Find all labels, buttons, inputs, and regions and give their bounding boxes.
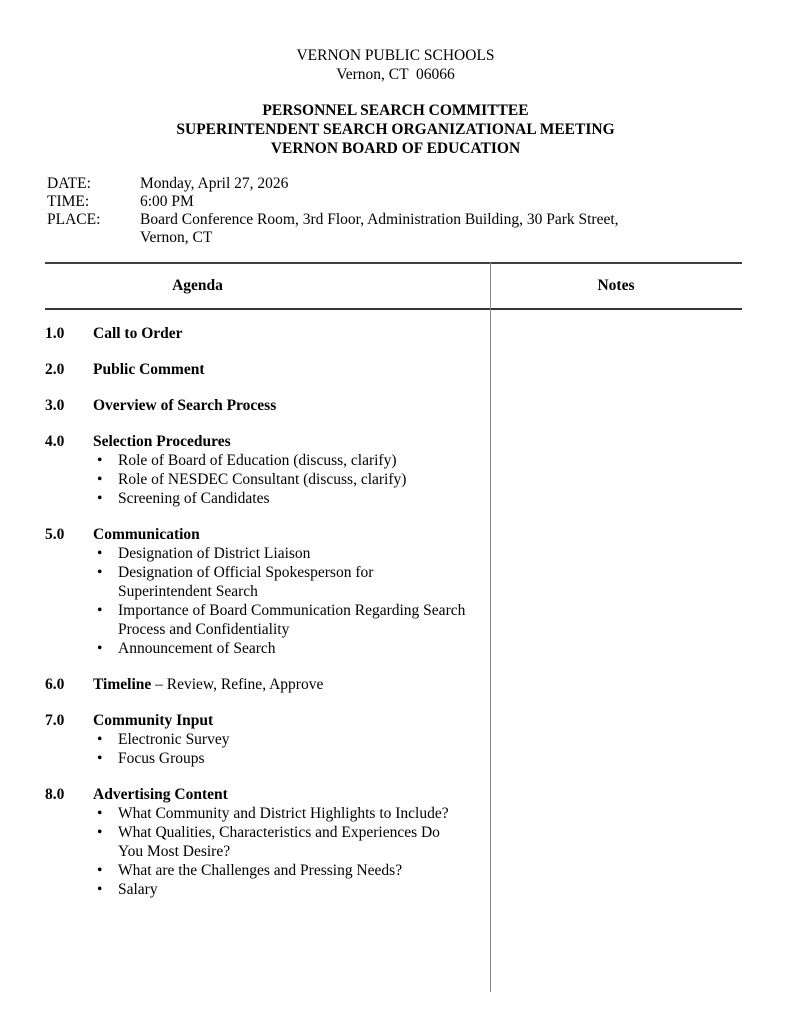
meeting-info-label: DATE: <box>47 175 91 192</box>
meeting-info-label: TIME: <box>47 193 90 210</box>
meeting-title: SUPERINTENDENT SEARCH ORGANIZATIONAL MEETING <box>176 121 615 138</box>
meeting-info-value <box>140 193 194 211</box>
agenda-item-content <box>93 785 468 899</box>
agenda-item-title: Communication <box>93 526 200 543</box>
agenda-item-bullets <box>93 451 468 508</box>
agenda-bullet-item: • Announcement of Search <box>93 639 468 658</box>
agenda-item-title: Call to Order <box>93 325 183 342</box>
notes-column-empty <box>490 310 742 990</box>
school-address: Vernon, CT 06066 <box>336 66 455 83</box>
agenda-list <box>45 310 490 990</box>
agenda-item-title-line <box>93 525 468 544</box>
meeting-info-value <box>140 175 288 193</box>
agenda-item-number: 7.0 <box>45 712 65 729</box>
agenda-item <box>45 360 468 379</box>
agenda-item-content <box>93 396 468 415</box>
agenda-item-title: Overview of Search Process <box>93 397 277 414</box>
agenda-item-title-line <box>93 324 468 343</box>
agenda-item-title: Selection Procedures <box>93 433 231 450</box>
agenda-item-number: 1.0 <box>45 325 65 342</box>
meeting-info-value-line: 6:00 PM <box>140 193 194 210</box>
agenda-item-number: 6.0 <box>45 676 65 693</box>
meeting-info-value-line: Board Conference Room, 3rd Floor, Administration Building, 30 Park Street, <box>140 211 619 228</box>
agenda-item <box>45 396 468 415</box>
meeting-info-label: PLACE: <box>47 211 101 228</box>
agenda-item-suffix: – Review, Refine, Approve <box>151 676 324 693</box>
agenda-item <box>45 324 468 343</box>
agenda-item-number: 4.0 <box>45 433 65 450</box>
agenda-item-title: Advertising Content <box>93 786 228 803</box>
agenda-item-number: 3.0 <box>45 397 65 414</box>
agenda-bullet-item: • Designation of District Liaison <box>93 544 468 563</box>
column-divider <box>490 262 491 992</box>
board-title: VERNON BOARD OF EDUCATION <box>270 140 521 157</box>
agenda-bullet-item: • Focus Groups <box>93 749 468 768</box>
agenda-notes-table <box>45 262 742 992</box>
table-body <box>45 310 742 990</box>
agenda-item-content <box>93 432 468 508</box>
agenda-item <box>45 432 468 508</box>
agenda-item-title-line <box>93 432 468 451</box>
agenda-bullet-item: • Designation of Official Spokesperson for Superintendent Search <box>93 563 468 601</box>
agenda-item-title-line <box>93 396 468 415</box>
meeting-info-row <box>47 193 791 211</box>
agenda-item-content <box>93 324 468 343</box>
agenda-item-title-line <box>93 675 468 694</box>
committee-title: PERSONNEL SEARCH COMMITTEE <box>262 102 529 119</box>
agenda-item-bullets <box>93 544 468 658</box>
agenda-bullet-item: • Importance of Board Communication Regarding Search Process and Confidentiality <box>93 601 468 639</box>
agenda-item-title-line <box>93 711 468 730</box>
meeting-info-row <box>47 175 791 193</box>
agenda-bullet-item: • What Qualities, Characteristics and Experiences Do You Most Desire? <box>93 823 468 861</box>
agenda-item-title: Public Comment <box>93 361 205 378</box>
agenda-item-title-line <box>93 785 468 804</box>
notes-column-header: Notes <box>597 277 635 294</box>
agenda-bullet-item: • Salary <box>93 880 468 899</box>
meeting-title-block <box>0 101 791 158</box>
agenda-bullet-item: • Electronic Survey <box>93 730 468 749</box>
agenda-item-content <box>93 525 468 658</box>
agenda-item <box>45 711 468 768</box>
meeting-info-value-line: Monday, April 27, 2026 <box>140 175 289 192</box>
agenda-item-title: Timeline <box>93 676 152 693</box>
document-header <box>0 0 791 158</box>
agenda-item-content <box>93 675 468 694</box>
agenda-item <box>45 785 468 899</box>
school-name: VERNON PUBLIC SCHOOLS <box>296 47 495 64</box>
agenda-item-bullets <box>93 730 468 768</box>
agenda-column-header: Agenda <box>172 277 223 294</box>
agenda-item-number: 5.0 <box>45 526 65 543</box>
agenda-item-content <box>93 360 468 379</box>
agenda-item <box>45 675 468 694</box>
meeting-info-row <box>47 211 791 247</box>
agenda-bullet-item: • Screening of Candidates <box>93 489 468 508</box>
agenda-item-bullets <box>93 804 468 899</box>
agenda-bullet-item: • What Community and District Highlights to Include? <box>93 804 468 823</box>
agenda-bullet-item: • Role of Board of Education (discuss, clarify) <box>93 451 468 470</box>
agenda-bullet-item: • Role of NESDEC Consultant (discuss, clarify) <box>93 470 468 489</box>
table-header-row <box>45 262 742 310</box>
agenda-item-number: 8.0 <box>45 786 65 803</box>
meeting-info-value <box>140 211 619 247</box>
agenda-bullet-item: • What are the Challenges and Pressing Needs? <box>93 861 468 880</box>
meeting-info <box>47 175 791 247</box>
meeting-info-value-line: Vernon, CT <box>140 229 213 246</box>
agenda-item-number: 2.0 <box>45 361 65 378</box>
agenda-item-content <box>93 711 468 768</box>
agenda-item-title-line <box>93 360 468 379</box>
agenda-item <box>45 525 468 658</box>
agenda-item-title: Community Input <box>93 712 214 729</box>
